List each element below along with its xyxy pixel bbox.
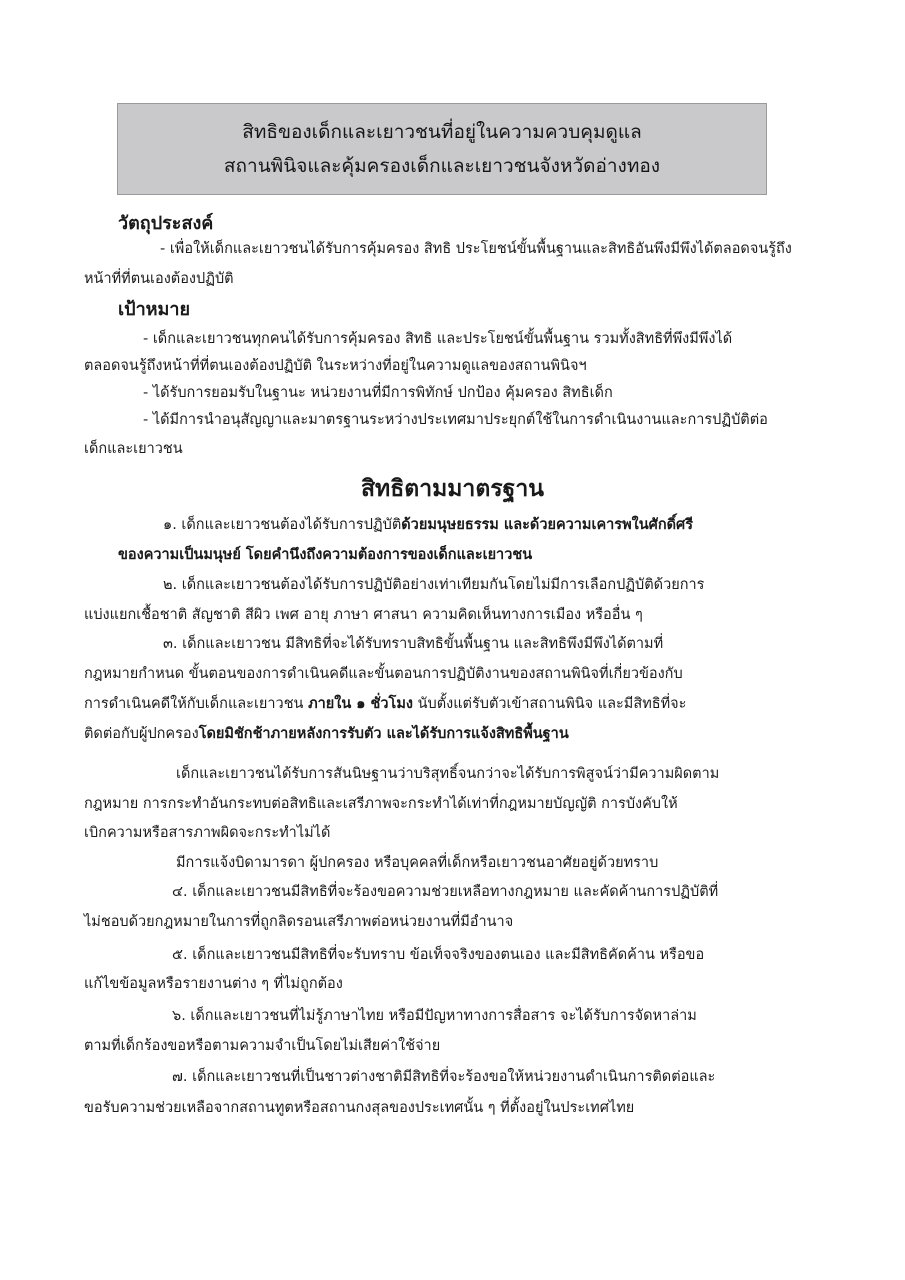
right-1-line-2: ของความเป็นมนุษย์ โดยคำนึงถึงความต้องการของเด็กและเยาวชน: [118, 547, 533, 563]
notify-parent-line: มีการแจ้งบิดามารดา ผู้ปกครอง หรือบุคคลที่เด็กหรือเยาวชนอาศัยอยู่ด้วยทราบ: [176, 855, 659, 871]
goal-line-3: - ได้รับการยอมรับในฐานะ หน่วยงานที่มีการพิทักษ์ ปกป้อง คุ้มครอง สิทธิเด็ก: [143, 385, 613, 401]
right-5-line-2: แก้ไขข้อมูลหรือรายงานต่าง ๆ ที่ไม่ถูกต้อง: [84, 976, 343, 992]
standards-heading: สิทธิตามมาตรฐาน: [361, 476, 544, 502]
right-3-text-a: การดำเนินคดีให้กับเด็กและเยาวชน: [84, 696, 309, 712]
right-2-line-1: ๒. เด็กและเยาวชนต้องได้รับการปฏิบัติอย่างเท่าเทียมกันโดยไม่มีการเลือกปฏิบัติด้วยการ: [163, 577, 705, 593]
goal-line-5: เด็กและเยาวชน: [84, 441, 183, 457]
objective-line-1: - เพื่อให้เด็กและเยาวชนได้รับการคุ้มครอง สิทธิ ประโยชน์ขั้นพื้นฐานและสิทธิอันพึงมีพึงได้ตลอดจนรู้ถึง: [160, 241, 792, 257]
right-4-line-1: ๔. เด็กและเยาวชนมีสิทธิที่จะร้องขอความช่วยเหลือทางกฎหมาย และคัดค้านการปฏิบัติที่: [172, 884, 719, 900]
objective-heading: วัตถุประสงค์: [118, 213, 214, 234]
right-3-line-3: [84, 694, 686, 714]
right-1-text: ๑. เด็กและเยาวชนต้องได้รับการปฏิบัติ: [163, 517, 402, 533]
right-2-line-2: แบ่งแยกเชื้อชาติ สัญชาติ สีผิว เพศ อายุ ภาษา ศาสนา ความคิดเห็นทางการเมือง หรืออื่น ๆ: [84, 607, 643, 623]
right-4-line-2: ไม่ชอบด้วยกฎหมายในการที่ถูกลิดรอนเสรีภาพต่อหน่วยงานที่มีอำนาจ: [84, 914, 514, 930]
title-line-2: สถานพินิจและคุ้มครองเด็กและเยาวชนจังหวัดอ่างทอง: [223, 155, 661, 177]
right-6-line-2: ตามที่เด็กร้องขอหรือตามความจำเป็นโดยไม่เสียค่าใช้จ่าย: [84, 1038, 441, 1054]
goal-heading: เป้าหมาย: [118, 299, 191, 320]
right-3-line-4: [84, 724, 569, 744]
presumption-line-3: เบิกความหรือสารภาพผิดจะกระทำไม่ได้: [84, 825, 331, 841]
right-7-line-2: ขอรับความช่วยเหลือจากสถานทูตหรือสถานกงสุลของประเทศนั้น ๆ ที่ตั้งอยู่ในประเทศไทย: [84, 1100, 635, 1116]
title-line-1: สิทธิของเด็กและเยาวชนที่อยู่ในความควบคุมดูแล: [242, 121, 642, 143]
presumption-line-2: กฎหมาย การกระทำอันกระทบต่อสิทธิและเสรีภาพจะกระทำได้เท่าที่กฎหมายบัญญัติ การบังคับให้: [84, 796, 678, 812]
right-1-line-1: [163, 515, 693, 535]
presumption-line-1: เด็กและเยาวชนได้รับการสันนิษฐานว่าบริสุทธิ์จนกว่าจะได้รับการพิสูจน์ว่ามีความผิดตาม: [176, 766, 720, 782]
title-box: [117, 103, 767, 195]
right-5-line-1: ๕. เด็กและเยาวชนมีสิทธิที่จะรับทราบ ข้อเท็จจริงของตนเอง และมีสิทธิคัดค้าน หรือขอ: [172, 947, 705, 963]
goal-line-1: - เด็กและเยาวชนทุกคนได้รับการคุ้มครอง สิทธิ และประโยชน์ขั้นพื้นฐาน รวมทั้งสิทธิที่พึงมีพึงได้: [143, 331, 733, 347]
goal-line-2: ตลอดจนรู้ถึงหน้าที่ที่ตนเองต้องปฏิบัติ ในระหว่างที่อยู่ในความดูแลของสถานพินิจฯ: [84, 358, 587, 374]
right-7-line-1: ๗. เด็กและเยาวชนที่เป็นชาวต่างชาติมีสิทธิที่จะร้องขอให้หน่วยงานดำเนินการติดต่อและ: [172, 1069, 716, 1085]
right-1-bold: ด้วยมนุษยธรรม และด้วยความเคารพในศักดิ์ศรี: [401, 517, 694, 533]
right-3-line-1: ๓. เด็กและเยาวชน มีสิทธิที่จะได้รับทราบสิทธิขั้นพื้นฐาน และสิทธิพึงมีพึงได้ตามที่: [163, 636, 664, 652]
objective-line-2: หน้าที่ที่ตนเองต้องปฏิบัติ: [84, 271, 234, 287]
goal-line-4: - ได้มีการนำอนุสัญญาและมาตรฐานระหว่างประเทศมาประยุกต์ใช้ในการดำเนินงานและการปฏิบัติต่อ: [143, 412, 768, 428]
right-3-bold-time: ภายใน ๑ ชั่วโมง: [308, 696, 413, 712]
right-3-line-2: กฎหมายกำหนด ขั้นตอนของการดำเนินคดีและขั้นตอนการปฏิบัติงานของสถานพินิจที่เกี่ยวข้องกับ: [84, 666, 683, 682]
right-6-line-1: ๖. เด็กและเยาวชนที่ไม่รู้ภาษาไทย หรือมีปัญหาทางการสื่อสาร จะได้รับการจัดหาล่าม: [172, 1008, 697, 1024]
right-3-text-c: ติดต่อกับผู้ปกครอง: [84, 726, 199, 742]
right-3-bold-notify: โดยมิชักช้าภายหลังการรับตัว และได้รับการแจ้งสิทธิพื้นฐาน: [198, 726, 569, 742]
right-3-text-b: นับตั้งแต่รับตัวเข้าสถานพินิจ และมีสิทธิที่จะ: [412, 696, 687, 712]
